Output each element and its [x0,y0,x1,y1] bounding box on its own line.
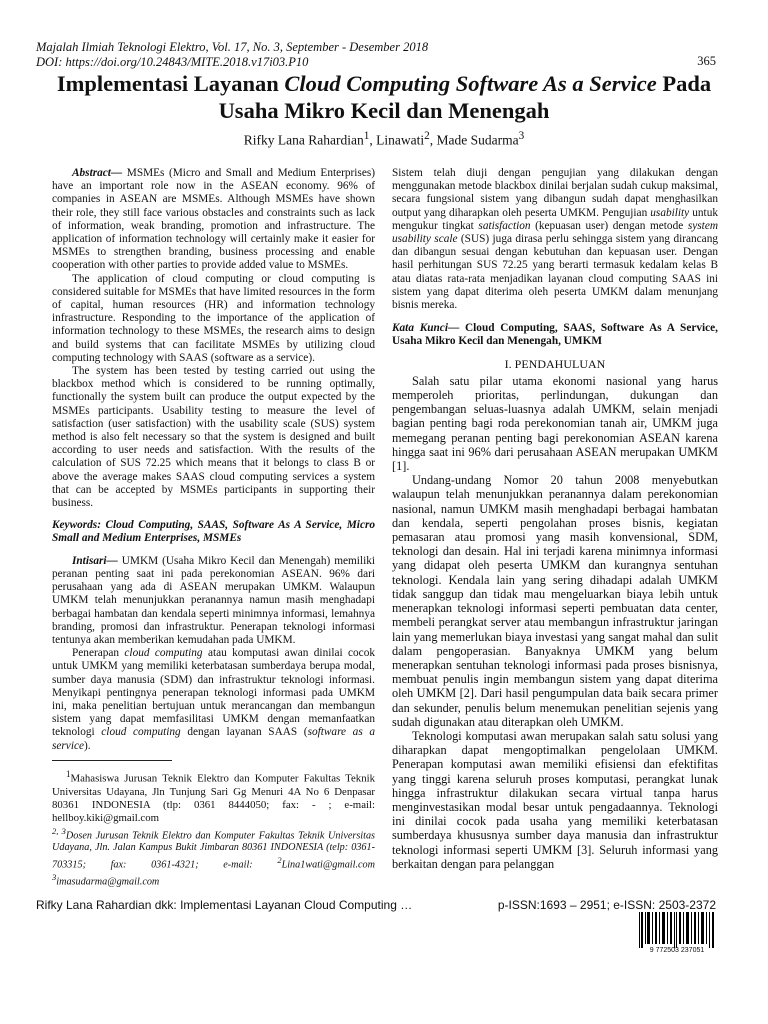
footnotes [52,768,375,889]
intisari-p2: Penerapan cloud computing atau komputasi awan dinilai cocok untuk UMKM yang memiliki keterbatasan sumberdaya berupa modal, sumber daya manusia (SDM) dan infrastruktur teknologi informasi. Menyikapi pentingnya penerapan teknologi informasi pada UMKM ini, maka penelitian bertujuan untuk merancangan dan membangun sistem yang dapat memfasilitasi UMKM dengan memanfaatkan teknologi cloud computing dengan layanan SAAS (software as a service). [52,647,375,752]
paper-title: Implementasi Layanan Cloud Computing Software As a Service Pada Usaha Mikro Kecil dan Menengah [56,71,712,123]
barcode-icon [637,912,717,948]
abstract-p3: The system has been tested by testing carried out using the blackbox method which is considered to be running optimally, functionally the system built can produce the output expected by the MSMEs participants. Usability testing to measure the level of satisfaction (user satisfaction) with the usability scale (SUS) system method is also felt necessary so that the system is designed and built according to user needs and satisfaction. With the results of the calculation of SUS 72.25 which means that it belongs to class B or above the average makes SAAS cloud computing services a system that can be accepted by MSMEs participants in supporting their business. [52,365,375,510]
intro-p3: Teknologi komputasi awan merupakan salah satu solusi yang diharapkan dapat mengoptimalkan pengelolaan UMKM. Penerapan komputasi awan memiliki efisiensi dan efektifitas yang tinggi karena seluruh proses komputasi, perangkat lunak hingga infrastruktur dilakukan secara virtual tanpa harus menginvestasikan modal besar untuk pengadaannya. Teknologi ini dinilai cocok pada usaha yang memiliki keterbatasan sumberdaya khususnya sumber daya manusia dan infrastruktur teknologi informasi seperti UMKM [3]. Seluruh informasi yang berkaitan dengan para pelanggan [392,728,718,871]
intisari-p1: Intisari— UMKM (Usaha Mikro Kecil dan Menengah) memiliki peranan penting saat ini pada perekonomian ASEAN. 96% dari perusahaan yang ada di ASEAN merupakan UMKM. Walaupun UMKM telah menunjukkan peranannya namun masih menghadapi berbagai hambatan dan kendala seperti minimnya informasi, lemahnya branding, promosi dan infrastruktur. Penerapan teknologi informasi tentunya akan memberikan kemudahan pada UMKM. [52,554,375,646]
author-list: Rifky Lana Rahardian$^1$, Linawati$^2$, Made Sudarma$^3$ [243,130,525,148]
doi-line: DOI: https://doi.org/10.24843/MITE.2018.v17i03.P10 [36,55,309,69]
intisari-p3: Sistem telah diuji dengan pengujian yang dilakukan dengan menggunakan metode blackbox dinilai berjalan sudah cukup maksimal, secara fungsional sistem yang dibangun sudah dapat menghasilkan output yang diharapkan oleh peserta UMKM. Pengujian usability untuk mengukur tingkat satisfaction (kepuasan user) dengan metode system usability scale (SUS) juga dirasa perlu sehingga sistem yang dirancang dan dibangun sesuai dengan kebutuhan dan kepuasan user. Dengan hasil perhitungan SUS 72.25 yang berarti termasuk kedalam kelas B atau diatas rata-rata menjadikan layanan cloud computing SAAS ini sistem yang dapat diterima oleh peserta UMKM dalam menunjang bisnis mereka. [392,167,718,312]
right-column [392,167,718,871]
intro-p2: Undang-undang Nomor 20 tahun 2008 menyebutkan walaupun telah menunjukkan peranannya dalam perekonomian nasional, namun UMKM masih menghadapi berbagai hambatan dan kendala, seperti pengolahan proses bisnis, kegiatan pemasaran atau promosi yang masih konvensional, SDM, teknologi dan desain. Hal ini terjadi karena minimnya informasi yang didapat oleh peserta UMKM dan kurangnya sentuhan teknologi. Kendala lain yang sering dihadapi adalah UMKM tidak sanggup dan tidak mau mengeluarkan biaya lebih untuk menerapkan teknologi informasi seperti pembuatan data center, membeli perangkat server atau membangun infrastruktur jaringan lain yang memerlukan biaya investasi yang sangat mahal dan sulit dalam pengoperasian. Banyaknya UMKM yang belum menerapkan sentuhan teknologi informasi pada proses bisnisnya, membuat penulis ingin membangun sistem yang dapat diterima oleh UMKM [2]. Dari hasil pengumpulan data baik secara primer dan sekunder, penulis belum menemukan penelitian sejenis yang sudah digunakan atau diterapkan oleh UMKM. [392,473,718,729]
section-heading: I. PENDAHULUAN [504,356,606,371]
footnote-rule [52,760,172,761]
abstract-p1: Abstract— MSMEs (Micro and Small and Medium Enterprises) have an important role now in the ASEAN economy. 96% of companies in ASEAN are MSMEs. Although MSMEs have shown their role, they still face various obstacles and constraints such as lack of information, weak branding, promotion and infrastructure. The application of information technology will certainly make it easier for MSMEs to strengthen branding, business processing and enable cooperation with other parties to provide added value to MSMEs. [52,167,375,272]
abstract-p2: The application of cloud computing or cloud computing is considered suitable for MSMEs that have limited resources in the form of capital, human resources (HR) and information technology infrastructure. Responding to the importance of the application of information technology to these MSMEs, the research aims to design and build systems that can facilitate MSMEs by utilizing cloud computing technology with SAAS (software as a service). [52,272,375,364]
page-number: 365 [697,54,716,68]
footnote-1: $^1$Mahasiswa Jurusan Teknik Elektro dan Komputer Fakultas Teknik Universitas Udayana, Jln Tunjung Sari Gg Menuri 4A No 6 Denpasar 80361 INDONESIA (tlp: 0361 8444050; fax: - ; e-mail: hellboy.kiki@gmail.com [52,769,375,824]
kata-kunci: Kata Kunci— Cloud Computing, SAAS, Software As A Service, Usaha Mikro Kecil dan Menengah, UMKM [392,322,718,348]
footnote-2: $^{2, 3}$Dosen Jurusan Teknik Elektro dan Komputer Fakultas Teknik Universitas Udayana, Jln. Jalan Kampus Bukit Jimbaran 80361 INDONESIA (telp: 0361-703315; fax: 0361-4321; e-mail: $^2$Lina1wati@gmail.com $^3$imasudarma@gmail.com [52,825,376,888]
barcode-number: 9 772503 237051 [649,947,705,954]
footer-running-title: Rifky Lana Rahardian dkk: Implementasi Layanan Cloud Computing … [36,898,413,912]
journal-header [36,40,428,70]
footer-issn: p-ISSN:1693 – 2951; e-ISSN: 2503-2372 [497,898,716,912]
intro-p1: Salah satu pilar utama ekonomi nasional yang harus memperoleh prioritas, perlindungan, dukungan dan pengembangan seluas-luasnya adalah UMKM, selain menjadi bagian penting bagi roda perekonomian tanah air, UMKM juga memegang peranan penting bagi perekonomian ASEAN karena hingga saat ini 96% dari perusahaan ASEAN merupakan UMKM [1]. [392,373,718,474]
journal-citation: Majalah Ilmiah Teknologi Elektro, Vol. 17, No. 3, September - Desember 2018 [36,40,429,54]
keywords-en: Keywords: Cloud Computing, SAAS, Software As A Service, Micro Small and Medium Enterprises, MSMEs [52,519,375,545]
left-column [52,167,375,753]
